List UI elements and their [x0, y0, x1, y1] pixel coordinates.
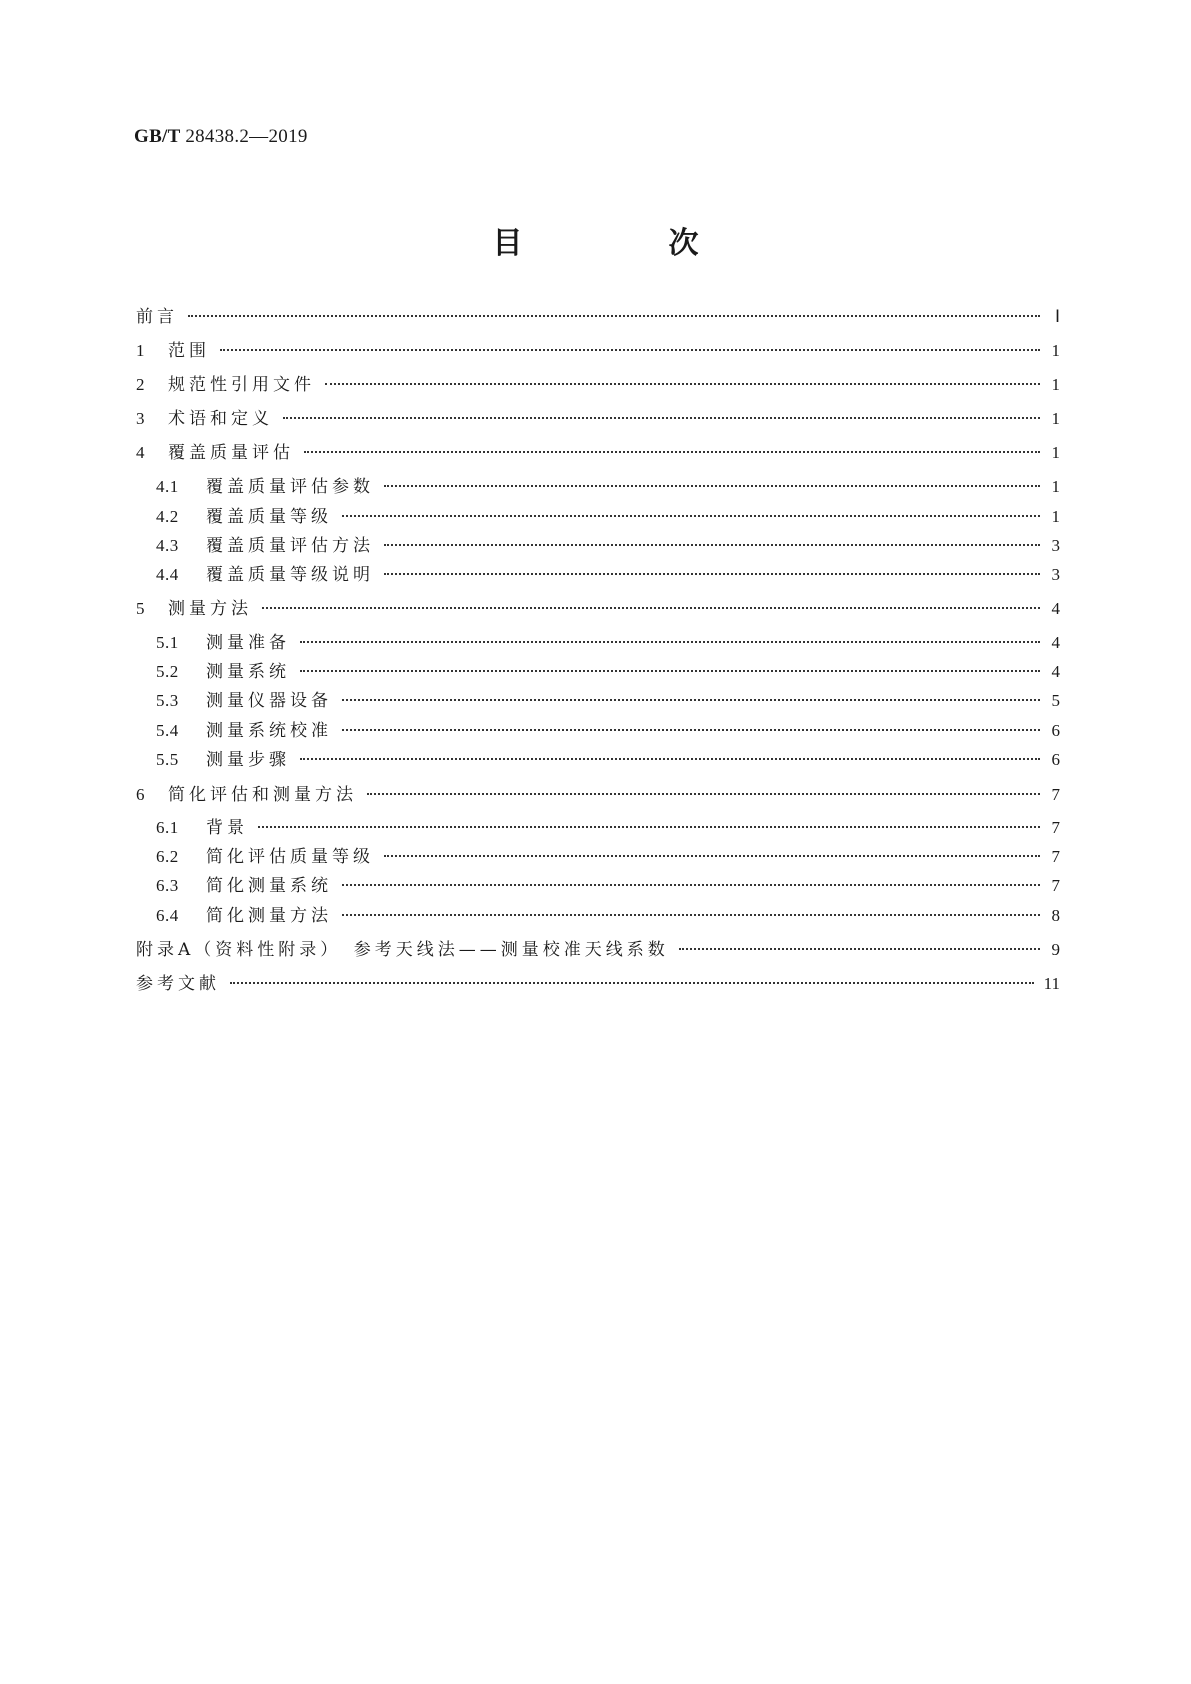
toc-entry-page: 9: [1051, 940, 1060, 959]
toc-entry-title: 覆盖质量评估: [168, 443, 294, 463]
toc-entry-title: 简化测量方法: [206, 906, 332, 926]
toc-entry-title: 参考文献: [136, 974, 220, 994]
toc-entry-title: 覆盖质量等级说明: [206, 565, 374, 585]
toc-entry[interactable]: [156, 534, 1060, 558]
toc-entry-number: 5: [136, 599, 145, 618]
toc-dot-leader: [342, 884, 1040, 886]
toc-dot-leader: [325, 383, 1040, 385]
toc-entry-number: 6.3: [156, 876, 179, 895]
toc-entry[interactable]: [156, 719, 1060, 743]
toc-entry-page: 1: [1051, 477, 1060, 496]
toc-entry[interactable]: [156, 631, 1060, 655]
toc-entry[interactable]: [156, 904, 1060, 928]
toc-entry-title: 覆盖质量评估参数: [206, 477, 374, 497]
toc-entry-page: 3: [1051, 536, 1060, 555]
toc-entry-number: 3: [136, 409, 145, 428]
toc-dot-leader: [342, 914, 1040, 916]
toc-entry-page: 6: [1051, 721, 1060, 740]
toc-dot-leader: [188, 315, 1040, 317]
toc-entry-page: 8: [1051, 906, 1060, 925]
toc-entry-title: 测量方法: [168, 599, 252, 619]
toc-entry[interactable]: [156, 689, 1060, 713]
toc-entry-number: 5.2: [156, 662, 179, 681]
toc-entry[interactable]: [156, 563, 1060, 587]
toc-dot-leader: [384, 855, 1040, 857]
toc-dot-leader: [258, 826, 1040, 828]
toc-entry-title: 简化评估和测量方法: [168, 785, 357, 805]
toc-dot-leader: [262, 607, 1040, 609]
toc-entry-number: 6: [136, 785, 145, 804]
toc-entry[interactable]: [156, 845, 1060, 869]
document-code-prefix: GB/T: [134, 126, 181, 147]
toc-dot-leader: [342, 515, 1040, 517]
toc-entry-title: 测量仪器设备: [206, 691, 332, 711]
toc-entry-title: 测量步骤: [206, 750, 290, 770]
document-code: [134, 126, 308, 148]
toc-entry-title: 范围: [168, 341, 210, 361]
toc-entry-page: 1: [1051, 443, 1060, 462]
toc-entry-page: 1: [1051, 507, 1060, 526]
toc-dot-leader: [384, 485, 1040, 487]
toc-entry-number: 4.2: [156, 507, 179, 526]
toc-entry[interactable]: [136, 305, 1060, 329]
toc-entry-number: 2: [136, 375, 145, 394]
toc-dot-leader: [679, 948, 1040, 950]
toc-entry-page: 1: [1051, 375, 1060, 394]
toc-entry[interactable]: [156, 874, 1060, 898]
toc-entry[interactable]: [156, 505, 1060, 529]
toc-entry-page: 1: [1051, 341, 1060, 360]
toc-entry-title: 测量准备: [206, 633, 290, 653]
toc-entry-title: 背景: [206, 818, 248, 838]
toc-entry-title: 覆盖质量评估方法: [206, 536, 374, 556]
toc-entry[interactable]: [136, 972, 1060, 996]
toc-entry-page: 4: [1051, 599, 1060, 618]
document-code-number: 28438.2—2019: [185, 126, 308, 147]
toc-entry-title: 简化测量系统: [206, 876, 332, 896]
toc-entry-number: 6.1: [156, 818, 179, 837]
toc-entry[interactable]: [136, 373, 1060, 397]
toc-entry[interactable]: [136, 783, 1060, 807]
toc-entry[interactable]: [156, 748, 1060, 772]
toc-dot-leader: [230, 982, 1034, 984]
toc-entry-title: 规范性引用文件: [168, 375, 315, 395]
toc-entry-title: 覆盖质量等级: [206, 507, 332, 527]
toc-entry-number: 5.4: [156, 721, 179, 740]
toc-entry[interactable]: [156, 816, 1060, 840]
toc-entry-title: 简化评估质量等级: [206, 847, 374, 867]
toc-entry-page: 4: [1051, 662, 1060, 681]
toc-entry[interactable]: [136, 441, 1060, 465]
toc-dot-leader: [220, 349, 1040, 351]
toc-entry-number: 5.3: [156, 691, 179, 710]
toc-entry-page: 4: [1051, 633, 1060, 652]
toc-dot-leader: [342, 699, 1040, 701]
toc-entry-number: 5.1: [156, 633, 179, 652]
toc-entry-page: 7: [1051, 818, 1060, 837]
toc-dot-leader: [342, 729, 1040, 731]
toc-entry[interactable]: [156, 660, 1060, 684]
toc-entry-number: 4: [136, 443, 145, 462]
toc-dot-leader: [300, 758, 1040, 760]
toc-entry-title: 术语和定义: [168, 409, 273, 429]
toc-entry-number: 6.4: [156, 906, 179, 925]
toc-entry-page: 7: [1051, 847, 1060, 866]
toc-entry-number: 1: [136, 341, 145, 360]
toc-title: 目 次: [492, 226, 757, 261]
toc-entry-page: 5: [1051, 691, 1060, 710]
toc-entry[interactable]: [136, 597, 1060, 621]
toc-entry-page: Ⅰ: [1054, 307, 1060, 326]
toc-entry-page: 11: [1043, 974, 1060, 993]
toc-entry-page: 6: [1051, 750, 1060, 769]
toc-entry-number: 6.2: [156, 847, 179, 866]
toc-dot-leader: [283, 417, 1040, 419]
toc-entry-page: 1: [1051, 409, 1060, 428]
toc-dot-leader: [384, 573, 1040, 575]
toc-dot-leader: [304, 451, 1040, 453]
toc-entry-title: 附录A（资料性附录） 参考天线法——测量校准天线系数: [136, 940, 669, 960]
toc-entry[interactable]: [136, 938, 1060, 962]
toc-dot-leader: [384, 544, 1040, 546]
toc-entry-title: 测量系统校准: [206, 721, 332, 741]
toc-entry-page: 3: [1051, 565, 1060, 584]
toc-entry[interactable]: [136, 339, 1060, 363]
toc-entry-number: 4.3: [156, 536, 179, 555]
toc-entry-number: 5.5: [156, 750, 179, 769]
toc-dot-leader: [367, 793, 1040, 795]
toc-entry-number: 4.1: [156, 477, 179, 496]
toc-entry[interactable]: [156, 475, 1060, 499]
toc-entry-number: 4.4: [156, 565, 179, 584]
toc-entry-page: 7: [1051, 785, 1060, 804]
toc-dot-leader: [300, 641, 1040, 643]
toc-entry-title: 测量系统: [206, 662, 290, 682]
toc-entry-title: 前言: [136, 307, 178, 327]
toc-entry[interactable]: [136, 407, 1060, 431]
toc-entry-page: 7: [1051, 876, 1060, 895]
toc-dot-leader: [300, 670, 1040, 672]
